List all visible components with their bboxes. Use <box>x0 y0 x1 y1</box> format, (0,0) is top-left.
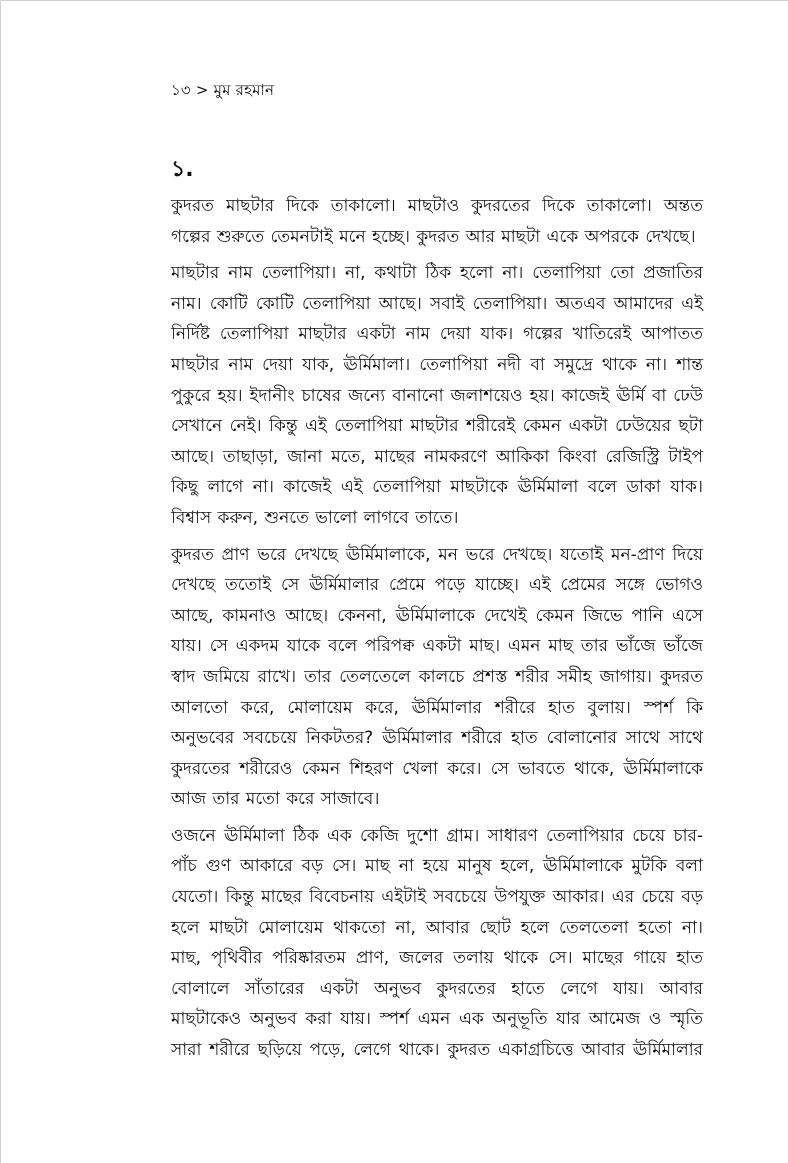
paragraph: ওজনে ঊর্মিমালা ঠিক এক কেজি দুশো গ্রাম। সাধারণ তেলাপিয়ার চেয়ে চার-পাঁচ গুণ আকারে বড় সে। মাছ না হয়ে মানুষ হলে, ঊর্মিমালাকে মুটকি বলা যেতো। কিন্তু মাছের বিবেচনায় এইটাই সবচেয়ে উপযুক্ত আকার। এর চেয়ে বড় হলে মাছটা মোলায়েম থাকতো না, আবার ছোট হলে তেলতেলা হতো না। মাছ, পৃথিবীর পরিষ্কারতম প্রাণ, জলের তলায় থাকে সে। মাছের গায়ে হাত বোলালে সাঁতারের একটা অনুভব কুদরতের হাতে লেগে যায়। আবার মাছটাকেও অনুভব করা যায়। স্পর্শ এমন এক অনুভূতি যার আমেজ ও স্মৃতি সারা শরীরে ছড়িয়ে পড়ে, লেগে থাকে। কুদরত একাগ্রচিত্তে আবার ঊর্মিমালার <box>171 825 703 1061</box>
paragraph: কুদরত প্রাণ ভরে দেখছে ঊর্মিমালাকে, মন ভরে দেখছে। যতোই মন-প্রাণ দিয়ে দেখছে ততোই সে ঊর্মিমালার প্রেমে পড়ে যাচ্ছে। এই প্রেমের সঙ্গে ভোগও আছে, কামনাও আছে। কেননা, ঊর্মিমালাকে দেখেই কেমন জিভে পানি এসে যায়। সে একদম যাকে বলে পরিপক্ব একটা মাছ। এমন মাছ তার ভাঁজে ভাঁজে স্বাদ জমিয়ে রাখে। তার তেলতেলে কালচে প্রশস্ত শরীর সমীহ জাগায়। কুদরত আলতো করে, মোলায়েম করে, ঊর্মিমালার শরীরে হাত বুলায়। স্পর্শ কি অনুভবের সবচেয়ে নিকটতর? ঊর্মিমালার শরীরে হাত বোলানোর সাথে সাথে কুদরতের শরীরেও কেমন শিহরণ খেলা করে। সে ভাবতে থাকে, ঊর্মিমালাকে আজ তার মতো করে সাজাবে। <box>171 544 703 810</box>
paragraph: কুদরত মাছটার দিকে তাকালো। মাছটাও কুদরতের দিকে তাকালো। অন্তত গল্পের শুরুতে তেমনটাই মনে হচ্ছে। কুদরত আর মাছটা একে অপরকে দেখছে। <box>171 196 703 247</box>
paragraph: মাছটার নাম তেলাপিয়া। না, কথাটা ঠিক হলো না। তেলাপিয়া তো প্রজাতির নাম। কোটি কোটি তেলাপিয়া আছে। সবাই তেলাপিয়া। অতএব আমাদের এই নির্দিষ্ট তেলাপিয়া মাছটার একটা নাম দেয়া যাক। গল্পের খাতিরেই আপাতত মাছটার নাম দেয়া যাক, ঊর্মিমালা। তেলাপিয়া নদী বা সমুদ্রে থাকে না। শান্ত পুকুরে হয়। ইদানীং চাষের জন্যে বানানো জলাশয়েও হয়। কাজেই ঊর্মি বা ঢেউ সেখানে নেই। কিন্তু এই তেলাপিয়া মাছটার শরীরেই কেমন একটা ঢেউয়ের ছটা আছে। তাছাড়া, জানা মতে, মাছের নামকরণে আকিকা কিংবা রেজিস্ট্রি টাইপ কিছু লাগে না। কাজেই এই তেলাপিয়া মাছটাকে ঊর্মিমালা বলে ডাকা যাক। বিশ্বাস করুন, শুনতে ভালো লাগবে তাতে। <box>171 263 703 528</box>
body-text <box>171 191 703 1072</box>
chapter-number: ১. <box>171 157 194 182</box>
running-head: ১৩ > মুম রহমান <box>171 81 275 99</box>
